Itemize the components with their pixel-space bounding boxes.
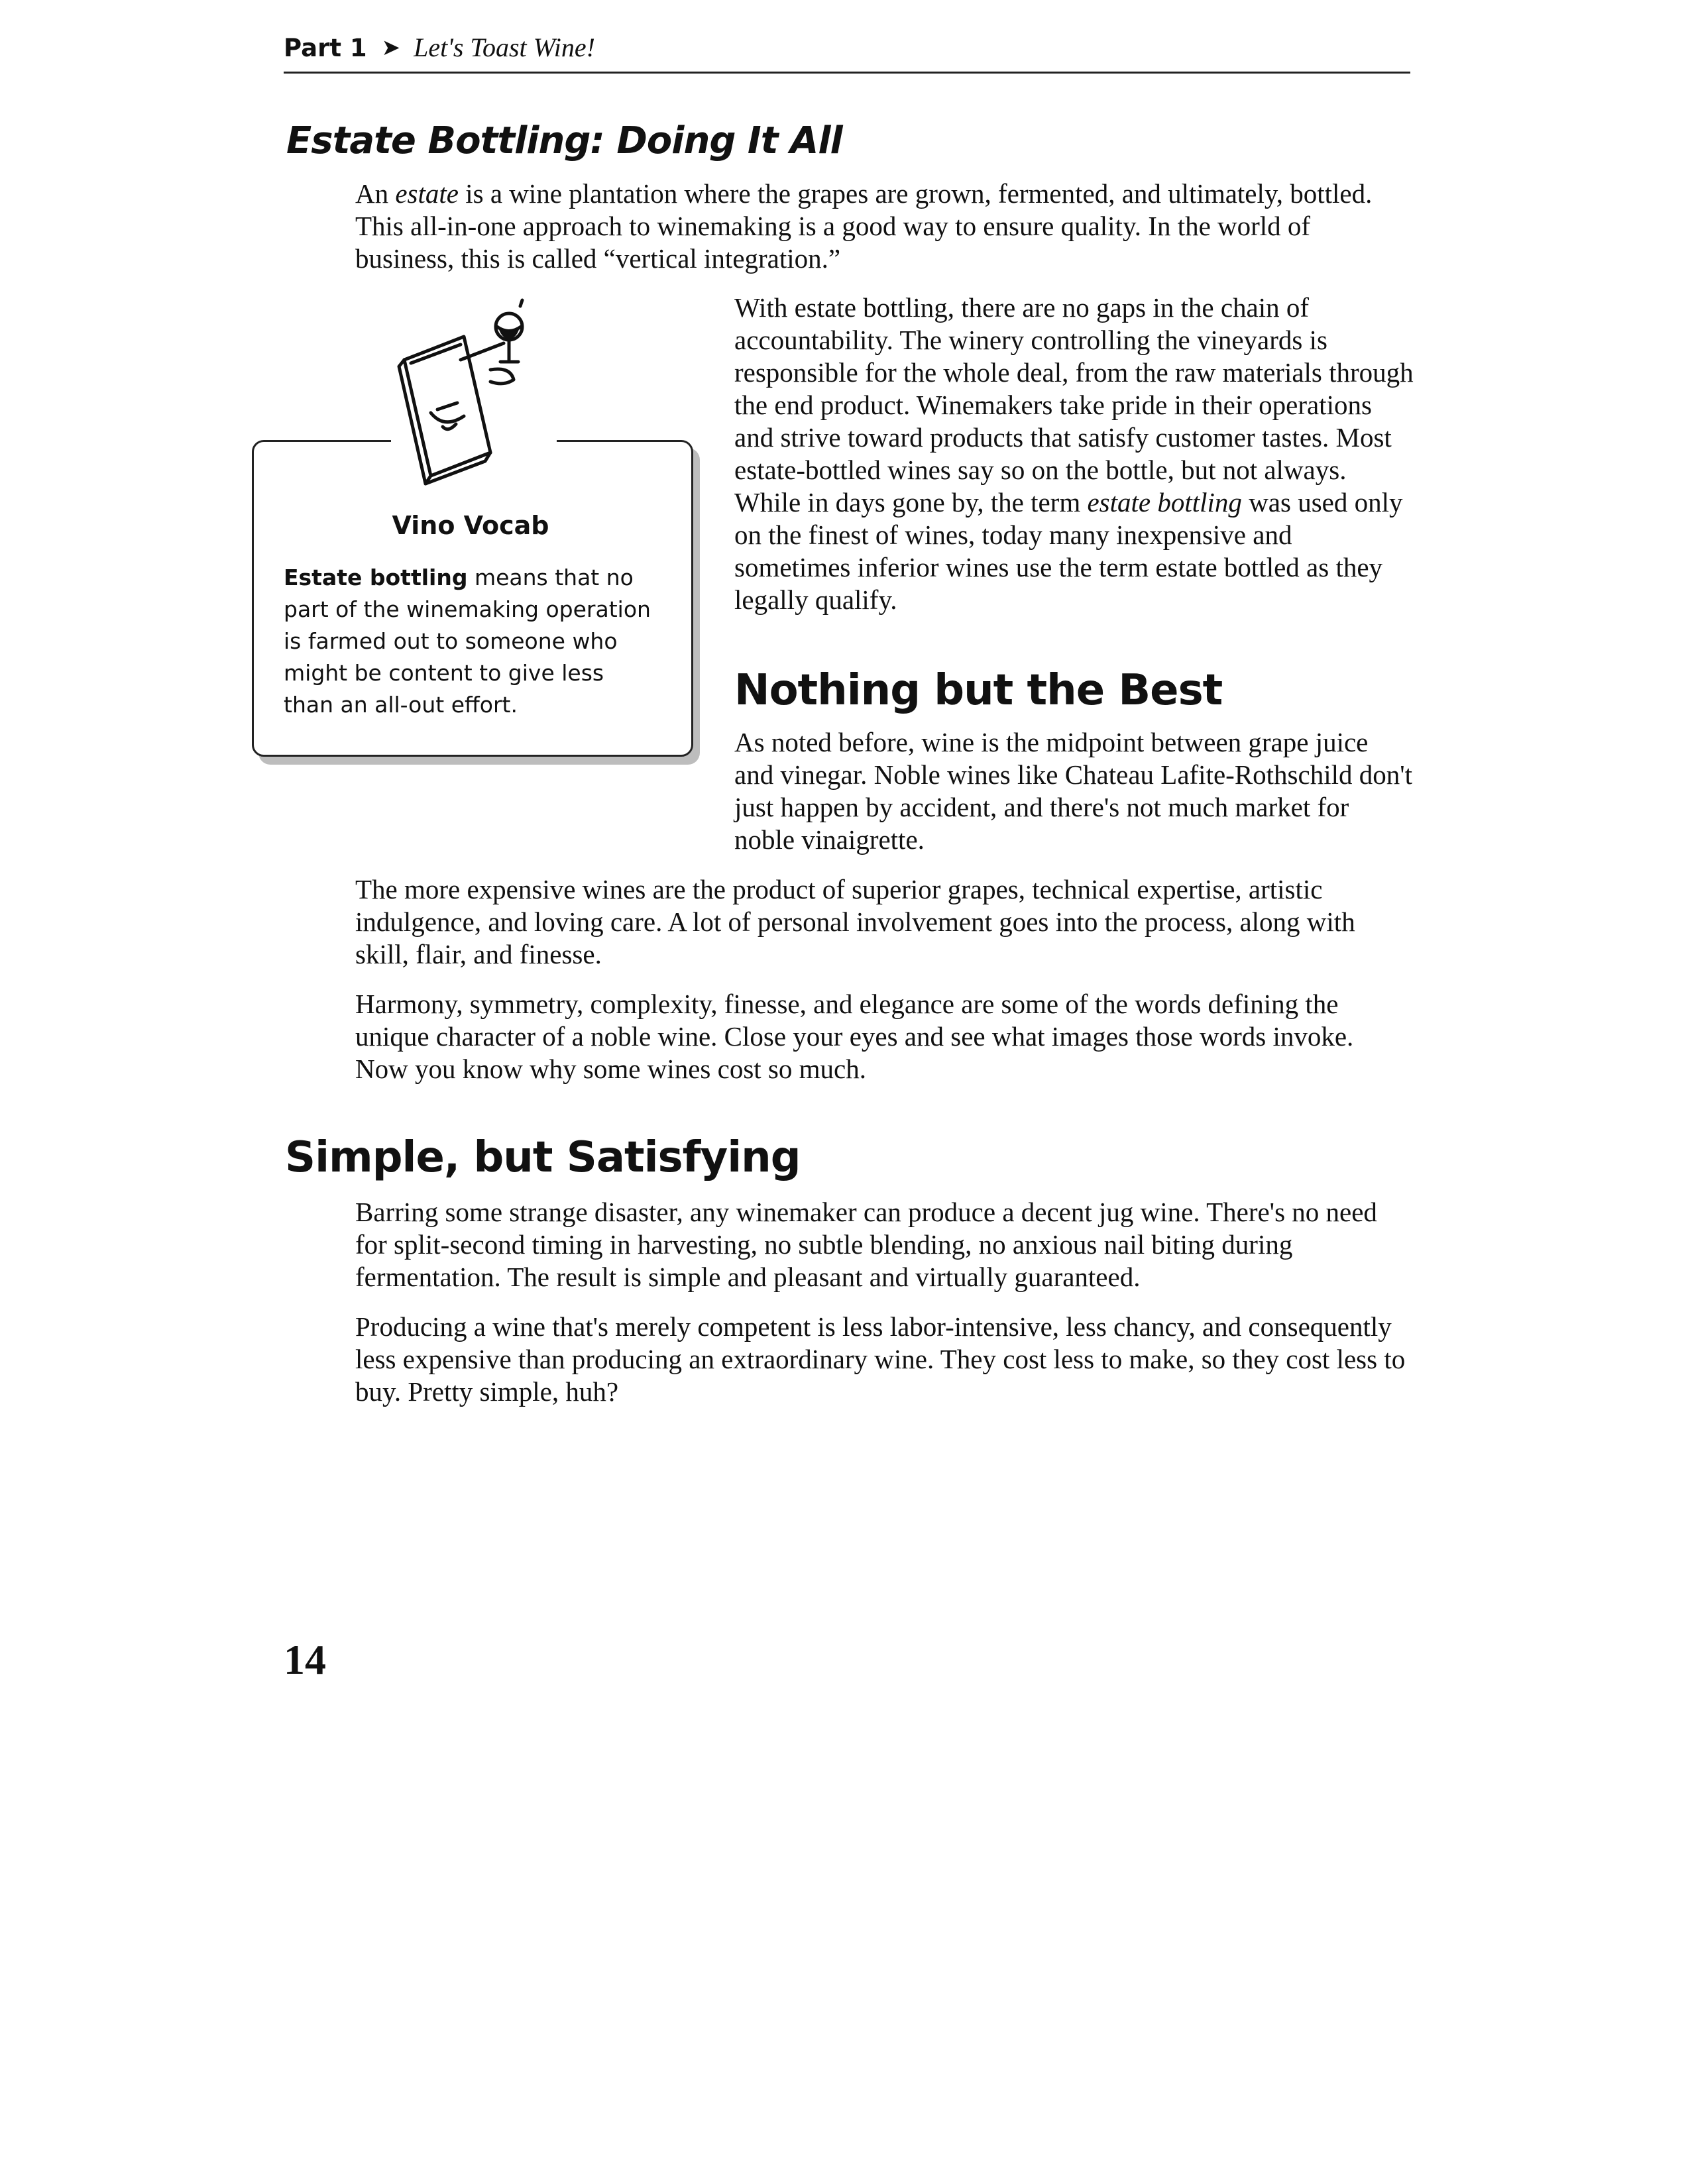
best-paragraph-3: Harmony, symmetry, complexity, finesse, and elegance are some of the words defining the unique character of a noble wine. Close your eyes and see what images those words invoke. Now you know why some wines cost so much.: [355, 989, 1354, 1084]
heading-estate-bottling: Estate Bottling: Doing It All: [286, 119, 842, 162]
estate-paragraph-1: An estate is a wine plantation where the grapes are grown, fermented, and ultimately, bottled. This all-in-one approach to winemaking is a good way to ensure quality. In the world of business, this is called “vertical integration.”: [355, 178, 1373, 274]
emphasis-term: estate: [395, 178, 459, 209]
book-with-wine-glass-icon: [391, 297, 557, 496]
page-number: 14: [284, 1636, 326, 1683]
estate-paragraph-2: With estate bottling, there are no gaps in the chain of accountability. The winery controlling the vineyards is responsible for the whole deal, from the raw materials through the end product. Winemakers take pride in their operations and strive toward products that satisfy customer tastes. Most estate-bottled wines say so on the bottle, but not always. While in days gone by, the term estate bottling was used only on the finest of wines, today many inexpensive and sometimes inferior wines use the term estate bottled as they legally qualify.: [734, 292, 1414, 615]
simple-paragraph-1: Barring some strange disaster, any winemaker can produce a decent jug wine. There's no need for split-second timing in harvesting, no subtle blending, no anxious nail biting during fermentation. The result is simple and pleasant and virtually guaranteed.: [355, 1197, 1377, 1292]
part-label: Part 1: [284, 34, 367, 62]
best-paragraph-1: As noted before, wine is the midpoint between grape juice and vinegar. Noble wines like Chateau Lafite-Rothschild don't just happen by accident, and there's not much market for noble vinaigrette.: [734, 727, 1413, 855]
simple-paragraph-2: Producing a wine that's merely competent is less labor-intensive, less chancy, and consequently less expensive than producing an extraordinary wine. They cost less to make, so they cost less to buy. Pretty simple, huh?: [355, 1311, 1406, 1407]
heading-nothing-but-the-best: Nothing but the Best: [734, 666, 1223, 715]
running-head: [284, 29, 595, 67]
heading-simple-but-satisfying: Simple, but Satisfying: [285, 1133, 801, 1182]
sidebar-title: Vino Vocab: [392, 511, 549, 540]
emphasis-term: estate bottling: [1087, 487, 1242, 518]
part-title: Let's Toast Wine!: [414, 32, 595, 62]
header-rule: [284, 72, 1410, 74]
arrow-icon: ➤: [381, 36, 401, 60]
sidebar-definition: Estate bottling means that no part of the winemaking operation is farmed out to someone who might be content to give less than an all-out effort.: [284, 565, 651, 718]
sidebar-term: Estate bottling: [284, 565, 468, 590]
best-paragraph-2: The more expensive wines are the product of superior grapes, technical expertise, artistic indulgence, and loving care. A lot of personal involvement goes into the process, along with skill, flair, and finesse.: [355, 874, 1355, 969]
